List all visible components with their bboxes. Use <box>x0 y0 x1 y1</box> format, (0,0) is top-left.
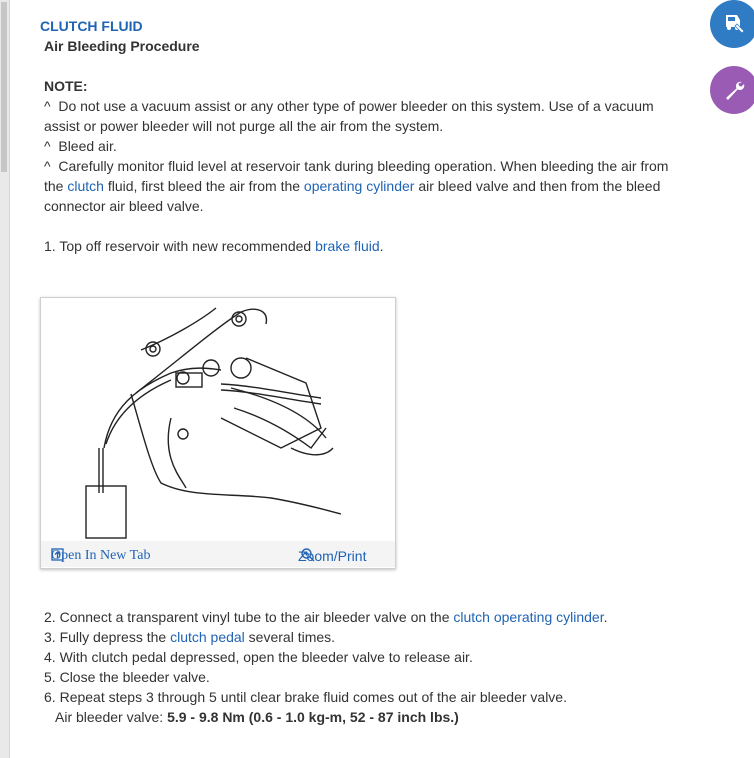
link-operating-cylinder[interactable]: operating cylinder <box>303 178 415 194</box>
step-4: 4. With clutch pedal depressed, open the bleeder valve to release air. <box>44 649 473 665</box>
clutch-bleeding-illustration[interactable] <box>41 298 395 541</box>
open-tab-icon <box>51 548 64 561</box>
car-service-icon <box>722 12 746 36</box>
procedure-figure <box>40 297 396 569</box>
zoom-print-button[interactable]: Zoom/Print <box>298 548 367 564</box>
step-3: 3. Fully depress the clutch pedal several times. <box>44 629 336 645</box>
figure-toolbar <box>41 541 395 567</box>
section-title: CLUTCH FLUID <box>40 18 143 34</box>
link-clutch-pedal[interactable]: clutch pedal <box>170 629 245 645</box>
repair-info-button[interactable] <box>710 66 754 114</box>
vehicle-service-button[interactable] <box>710 0 754 48</box>
note-item: ^ Bleed air. <box>44 138 117 154</box>
link-clutch[interactable]: clutch <box>67 178 104 194</box>
torque-spec: Air bleeder valve: 5.9 - 9.8 Nm (0.6 - 1.0 kg-m, 52 - 87 inch lbs.) <box>55 709 459 725</box>
link-clutch-operating-cylinder[interactable]: clutch operating cylinder <box>453 609 604 625</box>
note-item: ^ Do not use a vacuum assist or any other type of power bleeder on this system. Use of a vacuum assist or power bleeder will not purge all the air from the system. <box>44 98 654 134</box>
section-subtitle: Air Bleeding Procedure <box>44 38 200 54</box>
step-1: 1. Top off reservoir with new recommended brake fluid. <box>44 238 384 254</box>
step-2: 2. Connect a transparent vinyl tube to the air bleeder valve on the clutch operating cylinder. <box>44 609 608 625</box>
steps-list <box>40 607 680 727</box>
step-6: 6. Repeat steps 3 through 5 until clear brake fluid comes out of the air bleeder valve. <box>44 689 567 705</box>
note-heading: NOTE: <box>44 78 88 94</box>
link-brake-fluid[interactable]: brake fluid <box>315 238 380 254</box>
left-scrollbar[interactable] <box>0 0 10 758</box>
note-item: ^ Carefully monitor fluid level at reservoir tank during bleeding operation. When bleeding the air from the clutch fluid, first bleed the air from the operating cylinder air bleed valve and then from the bleed connector air bleed valve. <box>44 158 669 214</box>
zoom-in-icon <box>301 548 315 562</box>
article-body <box>40 10 680 256</box>
step-5: 5. Close the bleeder valve. <box>44 669 210 685</box>
open-new-tab-button[interactable]: Open In New Tab <box>51 548 151 563</box>
wrench-icon <box>722 78 746 102</box>
torque-value: 5.9 - 9.8 Nm (0.6 - 1.0 kg-m, 52 - 87 inch lbs.) <box>167 709 459 725</box>
scrollbar-thumb[interactable] <box>1 2 7 172</box>
